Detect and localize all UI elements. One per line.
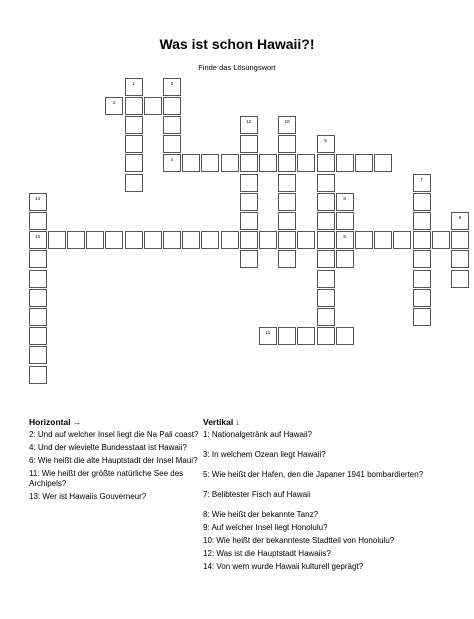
crossword-cell[interactable] [240, 135, 258, 153]
crossword-cell[interactable] [163, 231, 181, 249]
crossword-cell[interactable] [278, 231, 296, 249]
crossword-cell[interactable] [240, 212, 258, 230]
clue-number: 13 [34, 234, 40, 240]
crossword-cell[interactable] [413, 308, 431, 326]
crossword-cell[interactable] [105, 231, 123, 249]
crossword-cell[interactable] [317, 289, 335, 307]
crossword-cell[interactable] [240, 116, 258, 134]
crossword-cell[interactable] [182, 231, 200, 249]
clue-v-10: 10: Wie heißt der bekannteste Stadtteil von Honolulu? [203, 536, 395, 545]
crossword-cell[interactable] [125, 97, 143, 115]
crossword-cell[interactable] [393, 231, 411, 249]
crossword-cell[interactable] [317, 250, 335, 268]
crossword-cell[interactable] [336, 250, 354, 268]
crossword-cell[interactable] [29, 212, 47, 230]
crossword-cell[interactable] [413, 193, 431, 211]
page-subtitle: Finde das Lösungswort [198, 63, 276, 72]
crossword-cell[interactable] [240, 231, 258, 249]
crossword-cell[interactable] [201, 231, 219, 249]
clue-h-13: 13: Wer ist Hawaiis Gouverneur? [29, 492, 147, 501]
crossword-cell[interactable] [163, 135, 181, 153]
crossword-cell[interactable] [317, 270, 335, 288]
crossword-cell[interactable] [297, 327, 315, 345]
crossword-cell[interactable] [144, 97, 162, 115]
crossword-cell[interactable] [297, 154, 315, 172]
crossword-cell[interactable] [413, 270, 431, 288]
crossword-cell[interactable] [413, 231, 431, 249]
crossword-cell[interactable] [317, 154, 335, 172]
clue-h-2: 2: Und auf welcher Insel liegt die Na Pali coast? [29, 430, 199, 439]
crossword-cell[interactable] [182, 154, 200, 172]
crossword-cell[interactable] [451, 250, 469, 268]
vertical-heading: Vertikal ↓ [203, 417, 240, 427]
crossword-cell[interactable] [29, 289, 47, 307]
crossword-cell[interactable] [355, 231, 373, 249]
crossword-cell[interactable] [336, 231, 354, 249]
clue-number: 1 [132, 80, 135, 86]
crossword-cell[interactable] [259, 231, 277, 249]
crossword-cell[interactable] [105, 97, 123, 115]
horizontal-clues [29, 417, 199, 505]
crossword-cell[interactable] [413, 212, 431, 230]
crossword-cell[interactable] [29, 231, 47, 249]
crossword-cell[interactable] [163, 97, 181, 115]
page-title: Was ist schon Hawaii?! [159, 36, 315, 52]
crossword-cell[interactable] [278, 174, 296, 192]
clue-number: 4 [170, 157, 174, 163]
crossword-cell[interactable] [144, 231, 162, 249]
crossword-cell[interactable] [29, 270, 47, 288]
crossword-cell[interactable] [278, 116, 296, 134]
clue-number: 2 [113, 99, 116, 105]
clue-h-11: 11: Wie heißt der größte natürliche See des Archipels? [29, 469, 184, 488]
vertical-clues [203, 417, 443, 575]
clue-number: 14 [34, 195, 40, 201]
crossword-cell[interactable] [317, 174, 335, 192]
crossword-cell[interactable] [240, 174, 258, 192]
crossword-cell[interactable] [317, 327, 335, 345]
crossword-cell[interactable] [336, 212, 354, 230]
crossword-cell[interactable] [240, 154, 258, 172]
crossword-cell[interactable] [29, 366, 47, 384]
clue-number: 8 [343, 195, 346, 201]
crossword-cell[interactable] [163, 78, 181, 96]
horizontal-heading: Horizontal → [29, 417, 82, 427]
crossword-cell[interactable] [278, 250, 296, 268]
crossword-cell[interactable] [29, 193, 47, 211]
crossword-cell[interactable] [125, 135, 143, 153]
crossword-cell[interactable] [278, 135, 296, 153]
crossword-cell[interactable] [29, 327, 47, 345]
crossword-cell[interactable] [163, 154, 181, 172]
clue-number: 3 [170, 80, 174, 86]
crossword-cell[interactable] [29, 250, 47, 268]
crossword-cell[interactable] [163, 116, 181, 134]
crossword-cell[interactable] [278, 193, 296, 211]
clue-v-14: 14: Von wem wurde Hawaii kulturell geprägt? [203, 562, 364, 571]
crossword-cell[interactable] [432, 231, 450, 249]
crossword-cell[interactable] [278, 327, 296, 345]
crossword-cell[interactable] [29, 308, 47, 326]
clue-h-6: 6: Wie heißt die alte Hauptstadt der Insel Maui? [29, 456, 198, 465]
clue-number: 12 [246, 118, 252, 124]
crossword-cell[interactable] [297, 231, 315, 249]
clue-h-4: 4: Und der wievielte Bundesstaat ist Hawaii? [29, 443, 187, 452]
crossword-cell[interactable] [413, 174, 431, 192]
crossword-cell[interactable] [221, 154, 239, 172]
crossword-cell[interactable] [48, 231, 66, 249]
crossword-cell[interactable] [125, 78, 143, 96]
clue-v-9: 9: Auf welcher Insel liegt Honolulu? [203, 523, 328, 532]
clue-v-5: 5: Wie heißt der Hafen, den die Japaner 1941 bombardierten? [203, 470, 424, 479]
crossword-cell[interactable] [240, 250, 258, 268]
crossword-cell[interactable] [317, 193, 335, 211]
crossword-cell[interactable] [201, 154, 219, 172]
clue-v-12: 12: Was ist die Hauptstadt Hawaiis? [203, 549, 331, 558]
crossword-cell[interactable] [278, 212, 296, 230]
clue-number: 7 [420, 176, 423, 182]
clue-number: 5 [324, 138, 327, 144]
crossword-cell[interactable] [125, 116, 143, 134]
crossword-cell[interactable] [336, 327, 354, 345]
crossword-cell[interactable] [413, 250, 431, 268]
crossword-cell[interactable] [125, 154, 143, 172]
crossword-cell[interactable] [451, 212, 469, 230]
crossword-cell[interactable] [355, 154, 373, 172]
clue-v-7: 7: Belibtester Fisch auf Hawaii [203, 490, 311, 499]
crossword-cell[interactable] [451, 270, 469, 288]
crossword-cell[interactable] [259, 154, 277, 172]
crossword-cell[interactable] [86, 231, 104, 249]
crossword-cell[interactable] [29, 346, 47, 364]
crossword-cell[interactable] [317, 212, 335, 230]
crossword-cell[interactable] [240, 193, 258, 211]
crossword-cell[interactable] [317, 308, 335, 326]
clue-v-1: 1: Nationalgetränk auf Hawaii? [203, 430, 312, 439]
crossword-cell[interactable] [336, 193, 354, 211]
crossword-cell[interactable] [125, 231, 143, 249]
crossword-cell[interactable] [278, 154, 296, 172]
crossword-cell[interactable] [451, 231, 469, 249]
clue-v-3: 3: In welchem Ozean liegt Hawaii? [203, 450, 326, 459]
clue-v-8: 8: Wie heißt der bekannte Tanz? [203, 510, 319, 519]
clue-number: 9 [458, 214, 462, 220]
clue-number: 6 [343, 234, 346, 240]
clue-number: 10 [284, 118, 290, 124]
crossword-cell[interactable] [221, 231, 239, 249]
crossword-cell[interactable] [374, 231, 392, 249]
crossword-cell[interactable] [317, 135, 335, 153]
crossword-cell[interactable] [67, 231, 85, 249]
crossword-cell[interactable] [374, 154, 392, 172]
crossword-cell[interactable] [259, 327, 277, 345]
clue-number: 11 [265, 330, 271, 336]
crossword-cell[interactable] [317, 231, 335, 249]
crossword-cell[interactable] [125, 174, 143, 192]
crossword-cell[interactable] [413, 289, 431, 307]
crossword-cell[interactable] [336, 154, 354, 172]
